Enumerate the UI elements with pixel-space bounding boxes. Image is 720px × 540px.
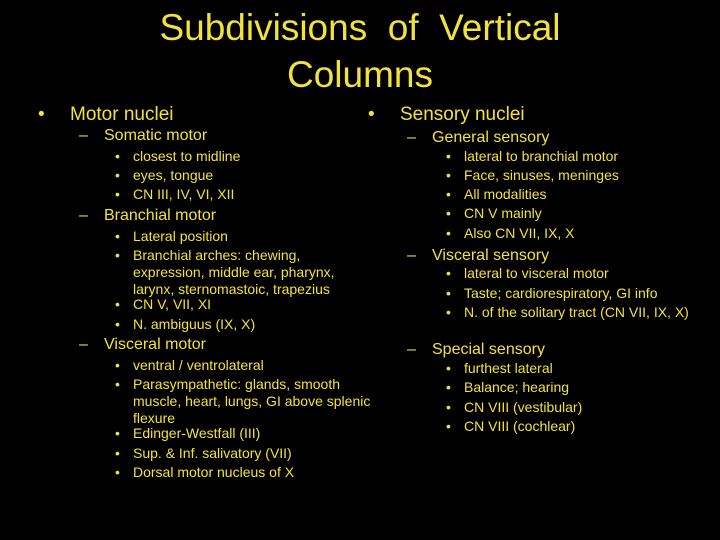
list-item: • Sup. & Inf. salivatory (VII) bbox=[115, 445, 292, 461]
bullet-icon: • bbox=[446, 304, 451, 320]
bullet-icon: • bbox=[446, 418, 451, 434]
branchial-motor-label: – Branchial motor bbox=[79, 207, 217, 224]
bullet-icon: • bbox=[446, 265, 451, 281]
list-item: • Branchial arches: chewing, expression, middle ear, pharynx, larynx, sternomastoic, trapezius bbox=[115, 247, 335, 297]
list-item: • Taste; cardiorespiratory, GI info bbox=[446, 285, 658, 301]
list-item: • CN V, VII, XI bbox=[115, 296, 212, 312]
sensory-nuclei-heading: • Sensory nuclei bbox=[368, 104, 525, 125]
somatic-motor-label: – Somatic motor bbox=[79, 127, 208, 144]
bullet-icon: • bbox=[115, 186, 120, 202]
list-item: • Face, sinuses, meninges bbox=[446, 167, 619, 183]
list-item: • CN III, IV, VI, XII bbox=[115, 186, 235, 202]
bullet-icon: • bbox=[115, 296, 120, 312]
list-item: • lateral to branchial motor bbox=[446, 148, 619, 164]
visceral-motor-label: – Visceral motor bbox=[79, 336, 206, 353]
list-item: • Lateral position bbox=[115, 228, 228, 244]
bullet-icon: • bbox=[115, 148, 120, 164]
bullet-icon: • bbox=[446, 186, 451, 202]
bullet-icon: • bbox=[446, 360, 451, 376]
list-item: • N. ambiguus (IX, X) bbox=[115, 316, 256, 332]
list-item: • All modalities bbox=[446, 186, 547, 202]
bullet-icon: • bbox=[115, 316, 120, 332]
bullet-icon: • bbox=[368, 104, 375, 125]
list-item: • eyes, tongue bbox=[115, 167, 214, 183]
list-item: • Balance; hearing bbox=[446, 379, 570, 395]
list-item: • Parasympathetic: glands, smooth muscle, heart, lungs, GI above splenic flexure bbox=[115, 376, 371, 426]
dash-icon: – bbox=[79, 127, 88, 144]
list-item: • closest to midline bbox=[115, 148, 241, 164]
special-sensory-label: – Special sensory bbox=[407, 341, 545, 358]
list-item: • CN VIII (cochlear) bbox=[446, 418, 576, 434]
dash-icon: – bbox=[407, 341, 416, 358]
bullet-icon: • bbox=[446, 225, 451, 241]
bullet-icon: • bbox=[115, 247, 120, 263]
bullet-icon: • bbox=[115, 167, 120, 183]
list-item: • CN V mainly bbox=[446, 205, 542, 221]
visceral-sensory-label: – Visceral sensory bbox=[407, 247, 550, 264]
list-item: • Dorsal motor nucleus of X bbox=[115, 464, 295, 480]
dash-icon: – bbox=[79, 207, 88, 224]
bullet-icon: • bbox=[115, 357, 120, 373]
bullet-icon: • bbox=[115, 464, 120, 480]
motor-nuclei-heading: • Motor nuclei bbox=[38, 104, 174, 125]
bullet-icon: • bbox=[446, 285, 451, 301]
bullet-icon: • bbox=[115, 376, 120, 392]
bullet-icon: • bbox=[446, 167, 451, 183]
bullet-icon: • bbox=[446, 399, 451, 415]
list-item: • ventral / ventrolateral bbox=[115, 357, 264, 373]
bullet-icon: • bbox=[115, 445, 120, 461]
list-item: • furthest lateral bbox=[446, 360, 553, 376]
bullet-icon: • bbox=[115, 425, 120, 441]
dash-icon: – bbox=[407, 129, 416, 146]
slide-title: Subdivisions of Vertical Columns bbox=[159, 7, 561, 95]
dash-icon: – bbox=[407, 247, 416, 264]
general-sensory-label: – General sensory bbox=[407, 129, 550, 146]
bullet-icon: • bbox=[446, 148, 451, 164]
list-item: • N. of the solitary tract (CN VII, IX, X) bbox=[446, 304, 689, 320]
list-item: • lateral to visceral motor bbox=[446, 265, 609, 281]
bullet-icon: • bbox=[38, 104, 45, 125]
bullet-icon: • bbox=[446, 205, 451, 221]
list-item: • Edinger-Westfall (III) bbox=[115, 425, 261, 441]
bullet-icon: • bbox=[446, 379, 451, 395]
bullet-icon: • bbox=[115, 228, 120, 244]
dash-icon: – bbox=[79, 336, 88, 353]
list-item: • Also CN VII, IX, X bbox=[446, 225, 575, 241]
list-item: • CN VIII (vestibular) bbox=[446, 399, 583, 415]
